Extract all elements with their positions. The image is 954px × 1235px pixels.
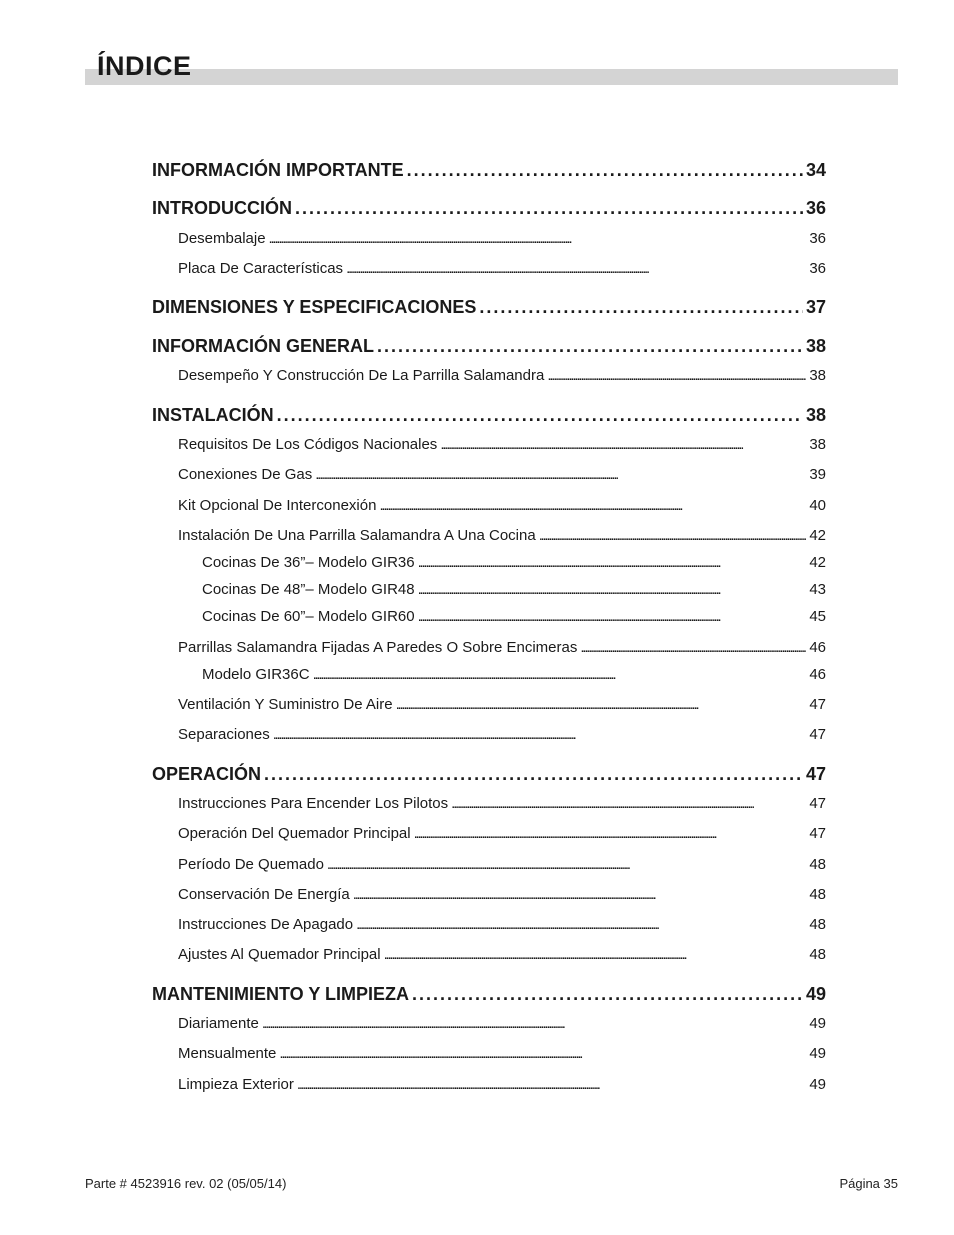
toc-entry-label: Instrucciones Para Encender Los Pilotos: [178, 795, 449, 812]
toc-entry-page: 37: [805, 297, 826, 317]
toc-subsection-entry[interactable]: [178, 527, 826, 547]
toc-entry-page: 34: [805, 160, 826, 180]
toc-entry-label: Ventilación Y Suministro De Aire: [178, 696, 393, 713]
toc-section-entry[interactable]: [152, 198, 826, 222]
toc-entry-label: Requisitos De Los Códigos Nacionales: [178, 436, 438, 453]
toc-subsection-entry[interactable]: [178, 825, 826, 845]
toc-subsection-entry[interactable]: [178, 1015, 826, 1035]
toc-subsection-entry[interactable]: [178, 1045, 826, 1065]
toc-dot-leader: [547, 367, 806, 384]
toc-entry-label: Cocinas De 36”– Modelo GIR36: [202, 554, 415, 571]
toc-entry-label: Instrucciones De Apagado: [178, 916, 354, 933]
toc-subsection-entry[interactable]: [178, 946, 826, 966]
toc-entry-page: 47: [809, 726, 826, 743]
toc-dot-leader: [279, 1045, 806, 1062]
toc-entry-label: Limpieza Exterior: [178, 1076, 294, 1093]
toc-entry-label: INFORMACIÓN IMPORTANTE: [152, 160, 404, 180]
toc-entry-label: Placa De Características: [178, 260, 344, 277]
toc-entry-label: Conservación De Energía: [178, 886, 350, 903]
toc-entry-page: 49: [809, 1015, 826, 1032]
toc-dot-leader: [277, 405, 803, 426]
toc-subsection-entry[interactable]: [178, 497, 826, 517]
toc-entry-label: INFORMACIÓN GENERAL: [152, 336, 374, 356]
toc-entry-label: Ajustes Al Quemador Principal: [178, 946, 381, 963]
toc-entry-label: Cocinas De 60”– Modelo GIR60: [202, 608, 415, 625]
toc-subsection-entry[interactable]: [178, 696, 826, 716]
toc-dot-leader: [414, 825, 807, 842]
toc-dot-leader: [377, 336, 803, 357]
toc-subsection-entry[interactable]: [178, 1076, 826, 1096]
toc-dot-leader: [313, 666, 807, 683]
toc-dot-leader: [412, 984, 803, 1005]
toc-subsection-entry[interactable]: [178, 916, 826, 936]
toc-entry-label: Mensualmente: [178, 1045, 277, 1062]
toc-entry-page: 38: [809, 367, 826, 384]
toc-entry-page: 42: [809, 554, 826, 571]
toc-entry-label: Parrillas Salamandra Fijadas A Paredes O Sobre Encimeras: [178, 639, 578, 656]
toc-entry-page: 36: [809, 230, 826, 247]
toc-entry-label: Desembalaje: [178, 230, 266, 247]
toc-entry-page: 36: [809, 260, 826, 277]
toc-entry-page: 49: [809, 1076, 826, 1093]
toc-section-entry[interactable]: [152, 764, 826, 788]
toc-entry-page: 47: [805, 764, 826, 784]
toc-dot-leader: [418, 581, 807, 598]
toc-section-entry[interactable]: [152, 984, 826, 1008]
toc-dot-leader: [580, 639, 806, 656]
toc-dot-leader: [327, 856, 806, 873]
toc-dot-leader: [269, 230, 807, 247]
toc-dot-leader: [384, 946, 807, 963]
toc-dot-leader: [407, 160, 803, 181]
toc-entry-page: 38: [805, 336, 826, 356]
toc-dot-leader: [264, 764, 803, 785]
toc-section-entry[interactable]: [152, 336, 826, 360]
toc-subsection-entry[interactable]: [202, 666, 826, 686]
toc-entry-page: 38: [809, 436, 826, 453]
toc-entry-label: Modelo GIR36C: [202, 666, 310, 683]
toc-subsection-entry[interactable]: [178, 436, 826, 456]
toc-entry-label: Instalación De Una Parrilla Salamandra A Una Cocina: [178, 527, 536, 544]
toc-subsection-entry[interactable]: [178, 726, 826, 746]
toc-dot-leader: [539, 527, 807, 544]
toc-subsection-entry[interactable]: [178, 466, 826, 486]
footer-page-number: Página 35: [839, 1176, 898, 1191]
toc-entry-label: Conexiones De Gas: [178, 466, 313, 483]
toc-subsection-entry[interactable]: [178, 367, 826, 387]
toc-dot-leader: [440, 436, 806, 453]
toc-entry-label: INSTALACIÓN: [152, 405, 274, 425]
toc-dot-leader: [315, 466, 806, 483]
toc-dot-leader: [262, 1015, 806, 1032]
toc-dot-leader: [356, 916, 806, 933]
toc-entry-page: 45: [809, 608, 826, 625]
toc-entry-label: INTRODUCCIÓN: [152, 198, 292, 218]
toc-dot-leader: [451, 795, 806, 812]
toc-dot-leader: [295, 198, 803, 219]
toc-subsection-entry[interactable]: [178, 856, 826, 876]
toc-subsection-entry[interactable]: [178, 639, 826, 659]
toc-section-entry[interactable]: [152, 297, 826, 321]
toc-subsection-entry[interactable]: [178, 795, 826, 815]
toc-entry-page: 36: [805, 198, 826, 218]
toc-dot-leader: [346, 260, 806, 277]
toc-subsection-entry[interactable]: [178, 886, 826, 906]
toc-entry-page: 38: [805, 405, 826, 425]
toc-entry-page: 40: [809, 497, 826, 514]
toc-entry-label: Operación Del Quemador Principal: [178, 825, 411, 842]
toc-entry-label: DIMENSIONES Y ESPECIFICACIONES: [152, 297, 477, 317]
toc-subsection-entry[interactable]: [202, 554, 826, 574]
toc-dot-leader: [479, 297, 803, 318]
toc-entry-label: Diariamente: [178, 1015, 259, 1032]
toc-dot-leader: [379, 497, 806, 514]
toc-dot-leader: [418, 554, 807, 571]
footer-part-number: Parte # 4523916 rev. 02 (05/05/14): [85, 1176, 287, 1191]
toc-entry-label: Período De Quemado: [178, 856, 324, 873]
toc-dot-leader: [273, 726, 807, 743]
toc-entry-page: 42: [809, 527, 826, 544]
toc-entry-label: MANTENIMIENTO Y LIMPIEZA: [152, 984, 410, 1004]
toc-entry-page: 46: [809, 666, 826, 683]
toc-entry-page: 39: [809, 466, 826, 483]
toc-section-entry[interactable]: [152, 160, 826, 184]
toc-dot-leader: [418, 608, 807, 625]
toc-dot-leader: [297, 1076, 806, 1093]
toc-entry-page: 48: [809, 946, 826, 963]
toc-entry-label: Kit Opcional De Interconexión: [178, 497, 377, 514]
toc-entry-page: 47: [809, 825, 826, 842]
toc-subsection-entry[interactable]: [202, 608, 826, 628]
toc-subsection-entry[interactable]: [178, 230, 826, 250]
toc-entry-page: 47: [809, 795, 826, 812]
toc-entry-label: OPERACIÓN: [152, 764, 262, 784]
toc-entry-page: 49: [809, 1045, 826, 1062]
toc-entry-page: 46: [809, 639, 826, 656]
toc-entry-label: Separaciones: [178, 726, 270, 743]
toc-section-entry[interactable]: [152, 405, 826, 429]
toc-dot-leader: [396, 696, 807, 713]
toc-subsection-entry[interactable]: [178, 260, 826, 280]
toc-entry-page: 48: [809, 916, 826, 933]
page-title: ÍNDICE: [97, 51, 192, 81]
toc-subsection-entry[interactable]: [202, 581, 826, 601]
toc-dot-leader: [353, 886, 807, 903]
toc-entry-page: 43: [809, 581, 826, 598]
toc-entry-page: 48: [809, 856, 826, 873]
toc-entry-page: 48: [809, 886, 826, 903]
toc-entry-label: Desempeño Y Construcción De La Parrilla Salamandra: [178, 367, 545, 384]
toc-entry-page: 49: [805, 984, 826, 1004]
toc-entry-page: 47: [809, 696, 826, 713]
toc-entry-label: Cocinas De 48”– Modelo GIR48: [202, 581, 415, 598]
title-bar: [85, 69, 898, 85]
